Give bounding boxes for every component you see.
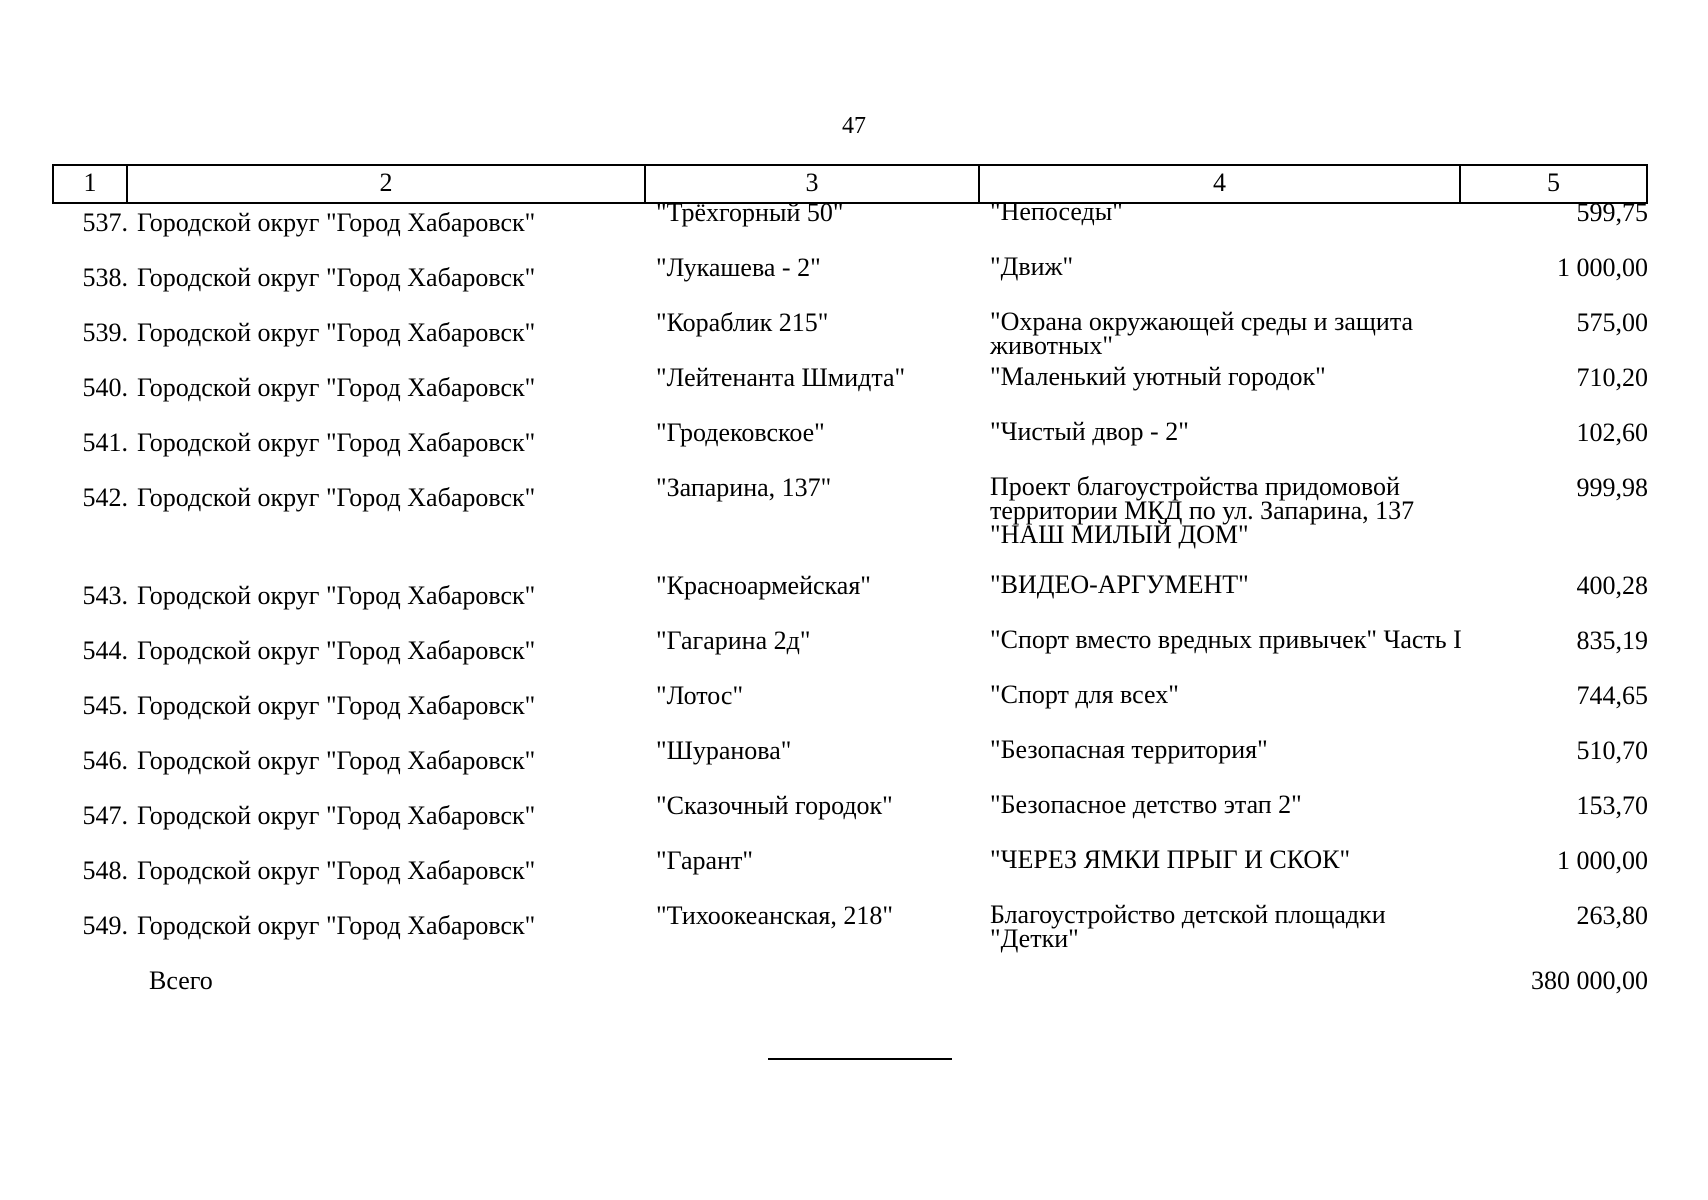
row-project: "Движ" [990,252,1074,281]
row-object: "Сказочный городок" [656,791,893,820]
table-row [52,736,1648,791]
page-number: 47 [842,113,866,139]
row-amount: 599,75 [1576,198,1648,227]
table-row [52,363,1648,418]
column-header-5: 5 [1547,168,1560,197]
row-project: "Маленький уютный городок" [990,362,1326,391]
row-amount: 263,80 [1576,901,1648,930]
row-number: 545. [82,691,128,720]
row-project: "Охрана окружающей среды и защита животных" [990,307,1414,360]
row-object: "Гагарина 2д" [656,626,811,655]
row-object: "Запарина, 137" [656,473,832,502]
row-object: "Лейтенанта Шмидта" [656,363,906,392]
table-row [52,846,1648,901]
row-district: Городской округ "Город Хабаровск" [137,636,536,665]
row-number: 546. [82,746,128,775]
row-district: Городской округ "Город Хабаровск" [137,208,536,237]
row-object: "Шуранова" [656,736,792,765]
row-project: "Спорт для всех" [990,680,1179,709]
table-row [52,681,1648,736]
table-row [52,901,1648,956]
row-object: "Красноармейская" [656,571,871,600]
row-number: 541. [82,428,128,457]
row-district: Городской округ "Город Хабаровск" [137,318,536,347]
row-number: 547. [82,801,128,830]
row-project: "ВИДЕО-АРГУМЕНТ" [990,570,1249,599]
row-amount: 400,28 [1576,571,1648,600]
table-row [52,473,1648,571]
row-object: "Лотос" [656,681,744,710]
row-district: Городской округ "Город Хабаровск" [137,373,536,402]
row-object: "Тихоокеанская, 218" [656,901,893,930]
row-number: 544. [82,636,128,665]
row-amount: 1 000,00 [1557,253,1648,282]
row-amount: 102,60 [1576,418,1648,447]
row-amount: 999,98 [1576,473,1648,502]
end-divider [768,1058,952,1060]
row-project: "Чистый двор - 2" [990,417,1189,446]
table-body [52,198,1648,956]
row-number: 543. [82,581,128,610]
column-header-2: 2 [128,166,646,202]
row-amount: 710,20 [1576,363,1648,392]
row-project: "Безопасное детство этап 2" [990,790,1302,819]
column-header-1: 1 [54,166,128,202]
row-object: "Гарант" [656,846,753,875]
table-row [52,571,1648,626]
row-project: Благоустройство детской площадки "Детки" [990,900,1386,953]
row-project: "Непоседы" [990,197,1123,226]
row-object: "Гродековское" [656,418,825,447]
row-amount: 510,70 [1576,736,1648,765]
row-object: "Трёхгорный 50" [656,198,844,227]
row-number: 540. [82,373,128,402]
row-district: Городской округ "Город Хабаровск" [137,911,536,940]
row-project: "ЧЕРЕЗ ЯМКИ ПРЫГ И СКОК" [990,845,1351,874]
column-header-4: 4 [980,166,1461,202]
table-row [52,626,1648,681]
row-amount: 1 000,00 [1557,846,1648,875]
row-project: Проект благоустройства придомовой территории МКД по ул. Запарина, 137 "НАШ МИЛЫЙ ДОМ" [990,472,1415,549]
row-district: Городской округ "Город Хабаровск" [137,856,536,885]
row-district: Городской округ "Город Хабаровск" [137,428,536,457]
row-number: 548. [82,856,128,885]
row-amount: 575,00 [1576,308,1648,337]
table-row [52,253,1648,308]
table-row [52,198,1648,253]
row-district: Городской округ "Город Хабаровск" [137,483,536,512]
total-value: 380 000,00 [1531,966,1648,995]
row-amount: 744,65 [1576,681,1648,710]
row-district: Городской округ "Город Хабаровск" [137,263,536,292]
row-amount: 835,19 [1576,626,1648,655]
row-number: 539. [82,318,128,347]
row-amount: 153,70 [1576,791,1648,820]
table-row [52,418,1648,473]
row-district: Городской округ "Город Хабаровск" [137,691,536,720]
row-district: Городской округ "Город Хабаровск" [137,801,536,830]
total-label: Всего [149,966,213,995]
total-row [52,966,1648,998]
row-object: "Лукашева - 2" [656,253,821,282]
row-district: Городской округ "Город Хабаровск" [137,581,536,610]
row-object: "Кораблик 215" [656,308,829,337]
table-row [52,308,1648,363]
column-header-3: 3 [646,166,980,202]
row-project: "Спорт вместо вредных привычек" Часть I [990,625,1462,654]
row-district: Городской округ "Город Хабаровск" [137,746,536,775]
row-number: 549. [82,911,128,940]
row-number: 542. [82,483,128,512]
row-project: "Безопасная территория" [990,735,1268,764]
table-row [52,791,1648,846]
row-number: 537. [82,208,128,237]
row-number: 538. [82,263,128,292]
